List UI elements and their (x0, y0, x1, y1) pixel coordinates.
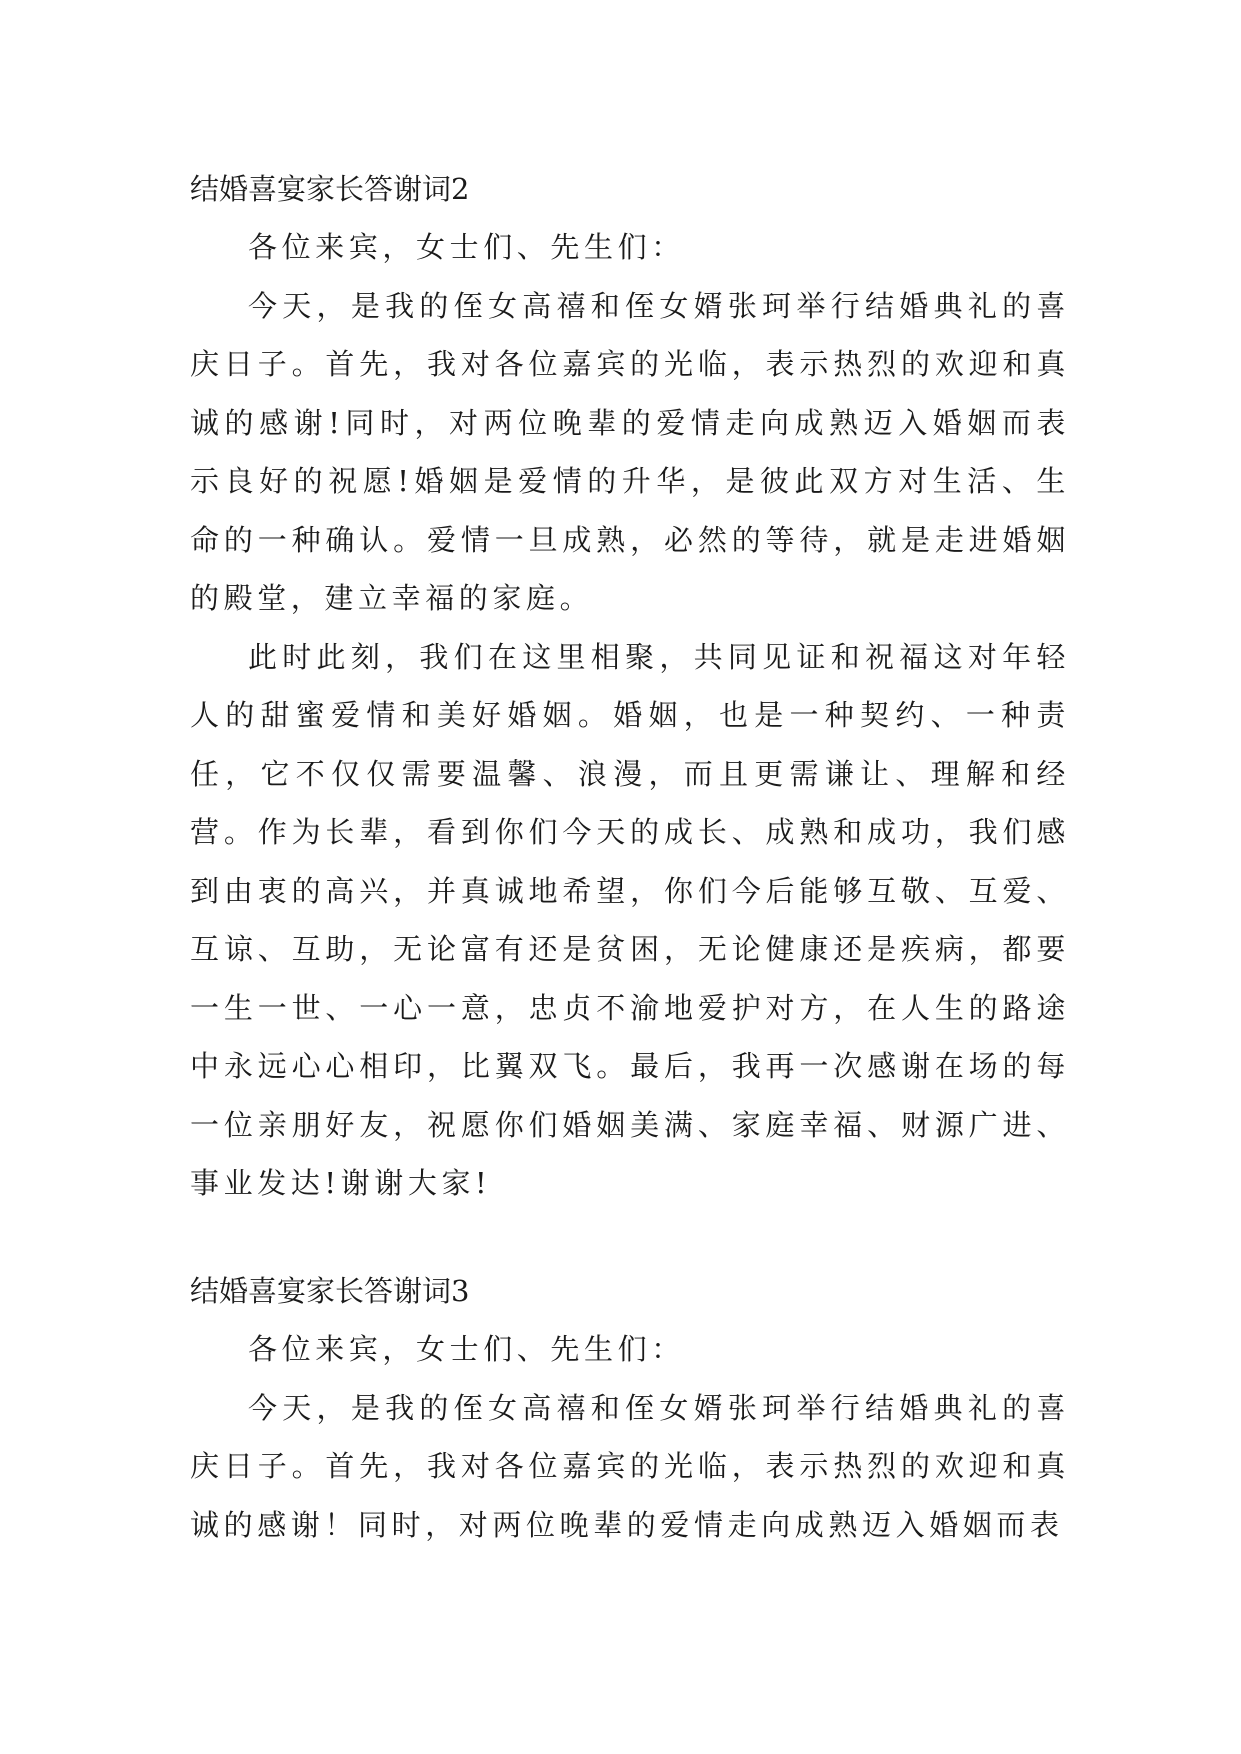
body-paragraph: 今天，是我的侄女高禧和侄女婿张珂举行结婚典礼的喜庆日子。首先，我对各位嘉宾的光临，表示热烈的欢迎和真诚的感谢!同时，对两位晚辈的爱情走向成熟迈入婚姻而表示良好的祝愿!婚姻是爱情的升华，是彼此双方对生活、生命的一种确认。爱情一旦成熟，必然的等待，就是走进婚姻的殿堂，建立幸福的家庭。 (190, 288, 1070, 615)
section-title: 结婚喜宴家长答谢词3 (190, 1274, 470, 1308)
body-paragraph: 此时此刻，我们在这里相聚，共同见证和祝福这对年轻人的甜蜜爱情和美好婚姻。婚姻，也是一种契约、一种责任，它不仅仅需要温馨、浪漫，而且更需谦让、理解和经营。作为长辈，看到你们今天的成长、成熟和成功，我们感到由衷的高兴，并真诚地希望，你们今后能够互敬、互爱、互谅、互助，无论富有还是贫困，无论健康还是疾病，都要一生一世、一心一意，忠贞不渝地爱护对方，在人生的路途中永远心心相印，比翼双飞。最后，我再一次感谢在场的每一位亲朋好友，祝愿你们婚姻美满、家庭幸福、财源广进、事业发达!谢谢大家! (190, 639, 1070, 1200)
speech-section-2 (190, 160, 1070, 1213)
greeting-line: 各位来宾，女士们、先生们： (248, 1332, 685, 1366)
section-title: 结婚喜宴家长答谢词2 (190, 172, 470, 206)
body-paragraph: 今天，是我的侄女高禧和侄女婿张珂举行结婚典礼的喜庆日子。首先，我对各位嘉宾的光临，表示热烈的欢迎和真诚的感谢！同时，对两位晚辈的爱情走向成熟迈入婚姻而表 (190, 1390, 1070, 1542)
greeting-line: 各位来宾，女士们、先生们： (248, 230, 685, 264)
speech-section-3 (190, 1262, 1070, 1554)
